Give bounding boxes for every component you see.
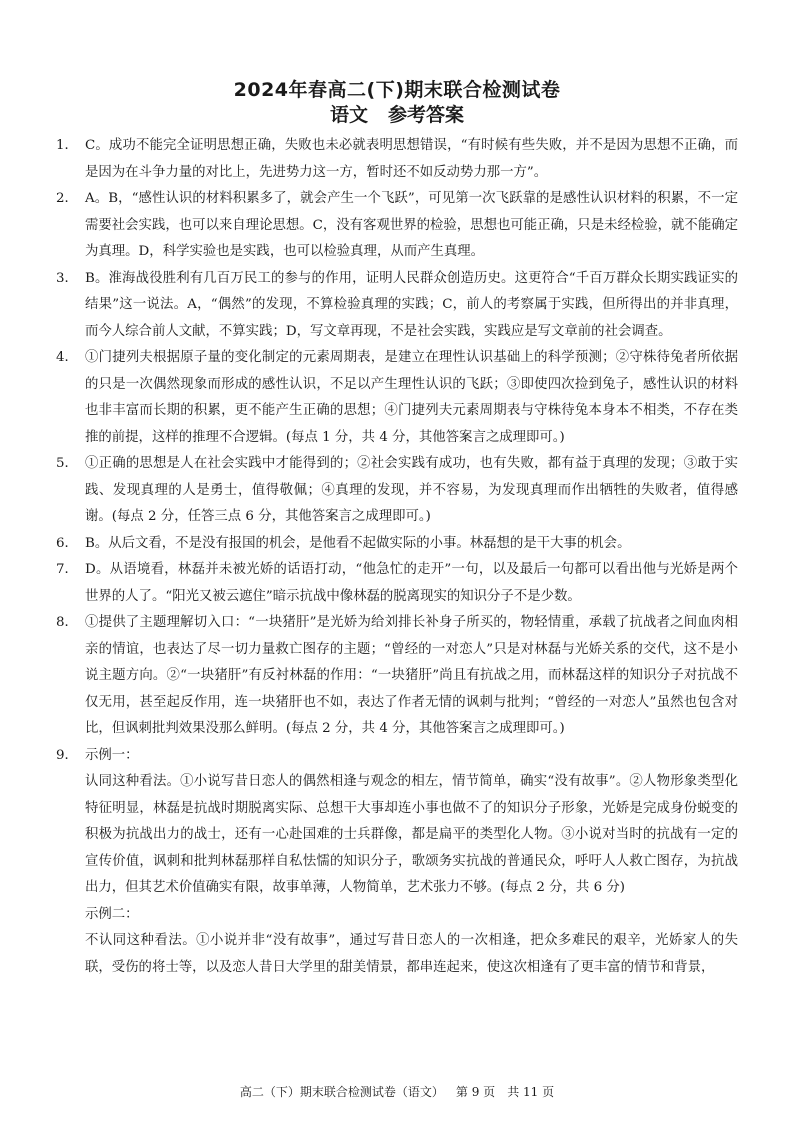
answer-number: 8． — [56, 615, 78, 630]
example-1-label: 示例一： — [85, 747, 139, 763]
answer-text: ①正确的思想是人在社会实践中才能得到的；②社会实践有成功，也有失败，都有益于真理的发现；③敢于实践、发现真理的人是勇士，值得敬佩；④真理的发现，并不容易，为发现真理而作出牺牲的失败者，值得感谢。(每点 2 分，任答三点 6 分，其他答案言之成理即可。) — [85, 456, 738, 524]
footer-doc-title: 高二（下）期末联合检测试卷（语文） — [239, 1085, 444, 1099]
footer-page-total: 共 11 页 — [507, 1085, 555, 1099]
subtitle-type: 参考答案 — [388, 104, 465, 126]
answer-item-5 — [56, 451, 738, 531]
answer-item-8 — [56, 610, 738, 743]
example-1-text: 认同这种看法。①小说写昔日恋人的偶然相逢与观念的相左，情节简单，确实“没有故事”。②人物形象类型化特征明显，林磊是抗战时期脱离实际、总想干大事却连小事也做不了的知识分子形象，光娇是完成身份蜕变的积极为抗战出力的战士，还有一心赴国难的士兵群像，都是扁平的类型化人物。③小说对当时的抗战有一定的宣传价值，讽刺和批判林磊那样自私怯懦的知识分子，歌颂务实抗战的普通民众，呼吁人人救亡图存，为抗战出力，但其艺术价值确实有限，故事单薄，人物简单，艺术张力不够。(每点 2 分，共 6 分) — [85, 774, 738, 895]
answer-text: D。从语境看，林磊并未被光娇的话语打动，“他急忙的走开”一句，以及最后一句都可以看出他与光娇是两个世界的人了。“阳光又被云遮住”暗示抗战中像林磊的脱离现实的知识分子不是少数。 — [85, 562, 738, 604]
answer-content — [56, 133, 738, 981]
answer-number: 7． — [56, 562, 78, 577]
answer-item-4 — [56, 345, 738, 451]
example-2-label: 示例二： — [85, 906, 139, 922]
answer-number: 9． — [56, 747, 78, 763]
answer-item-6 — [56, 531, 738, 558]
answer-item-7 — [56, 557, 738, 610]
answer-number: 4． — [56, 350, 78, 365]
answer-item-1 — [56, 133, 738, 186]
subtitle-subject: 语文 — [329, 104, 368, 126]
answer-text: B。淮海战役胜利有几百万民工的参与的作用，证明人民群众创造历史。这更符合“千百万群众长期实践证实的结果”这一说法。A，“偶然”的发现，不算检验真理的实践；C，前人的考察属于实践，但所得出的并非真理，而今人综合前人文献，不算实践；D，写文章再现，不是社会实践，实践应是写文章前的社会调查。 — [85, 270, 738, 339]
answer-text: ①门捷列夫根据原子量的变化制定的元素周期表，是建立在理性认识基础上的科学预测；②守株待兔者所依据的只是一次偶然现象而形成的感性认识，不足以产生理性认识的飞跃；③即使四次捡到兔子，感性认识的材料也非丰富而长期的积累，更不能产生正确的思想；④门捷列夫元素周期表与守株待兔本身本不相类，不存在类推的前提，这样的推理不合逻辑。(每点 1 分，共 4 分，其他答案言之成理即可。) — [85, 350, 738, 445]
answer-number: 6． — [56, 535, 78, 551]
footer-page-number: 第 9 页 — [455, 1085, 496, 1099]
answer-number: 2． — [56, 191, 78, 206]
answer-item-3 — [56, 266, 738, 346]
answer-text: C。成功不能完全证明思想正确，失败也未必就表明思想错误，“有时候有些失败，并不是因为思想不正确，而是因为在斗争力量的对比上，先进势力这一方，暂时还不如反动势力那一方”。 — [85, 138, 738, 180]
answer-text: B。从后文看，不是没有报国的机会，是他看不起做实际的小事。林磊想的是干大事的机会。 — [85, 535, 631, 551]
answer-text: ①提供了主题理解切入口：“一块猪肝”是光娇为给刘排长补身子所买的，物轻情重，承载了抗战者之间血肉相亲的情谊，也表达了尽一切力量救亡图存的主题；“曾经的一对恋人”只是对林磊与光娇关系的交代，这不是小说主题方向。②“一块猪肝”有反衬林磊的作用：“一块猪肝”尚且有抗战之用，而林磊这样的知识分子对抗战不仅无用，甚至起反作用，连一块猪肝也不如，表达了作者无情的讽刺与批判；“曾经的一对恋人”虽然也包含对比，但讽刺批判效果没那么鲜明。(每点 2 分，共 4 分，其他答案言之成理即可。) — [85, 615, 738, 736]
page-title: 2024年春高二(下)期末联合检测试卷 — [233, 79, 561, 101]
answer-text: A。B，“感性认识的材料积累多了，就会产生一个飞跃”，可见第一次飞跃靠的是感性认识材料的积累，不一定需要社会实践，也可以来自理论思想。C，没有客观世界的检验，思想也可能正确，只是未经检验，就不能确定为真理。D，科学实验也是实践，也可以检验真理，从而产生真理。 — [85, 191, 738, 259]
example-2-text: 不认同这种看法。①小说并非“没有故事”，通过写昔日恋人的一次相逢，把众多难民的艰辛，光娇家人的失联，受伤的将士等，以及恋人昔日大学里的甜美情景，都串连起来，使这次相逢有了更丰富的情节和背景， — [85, 933, 738, 975]
answer-item-9 — [56, 743, 738, 770]
answer-item-2 — [56, 186, 738, 266]
answer-number: 5． — [56, 456, 78, 471]
answer-number: 1． — [56, 138, 78, 153]
page-subtitle — [0, 103, 794, 127]
answer-number: 3． — [56, 270, 78, 286]
page-footer — [0, 1084, 794, 1100]
